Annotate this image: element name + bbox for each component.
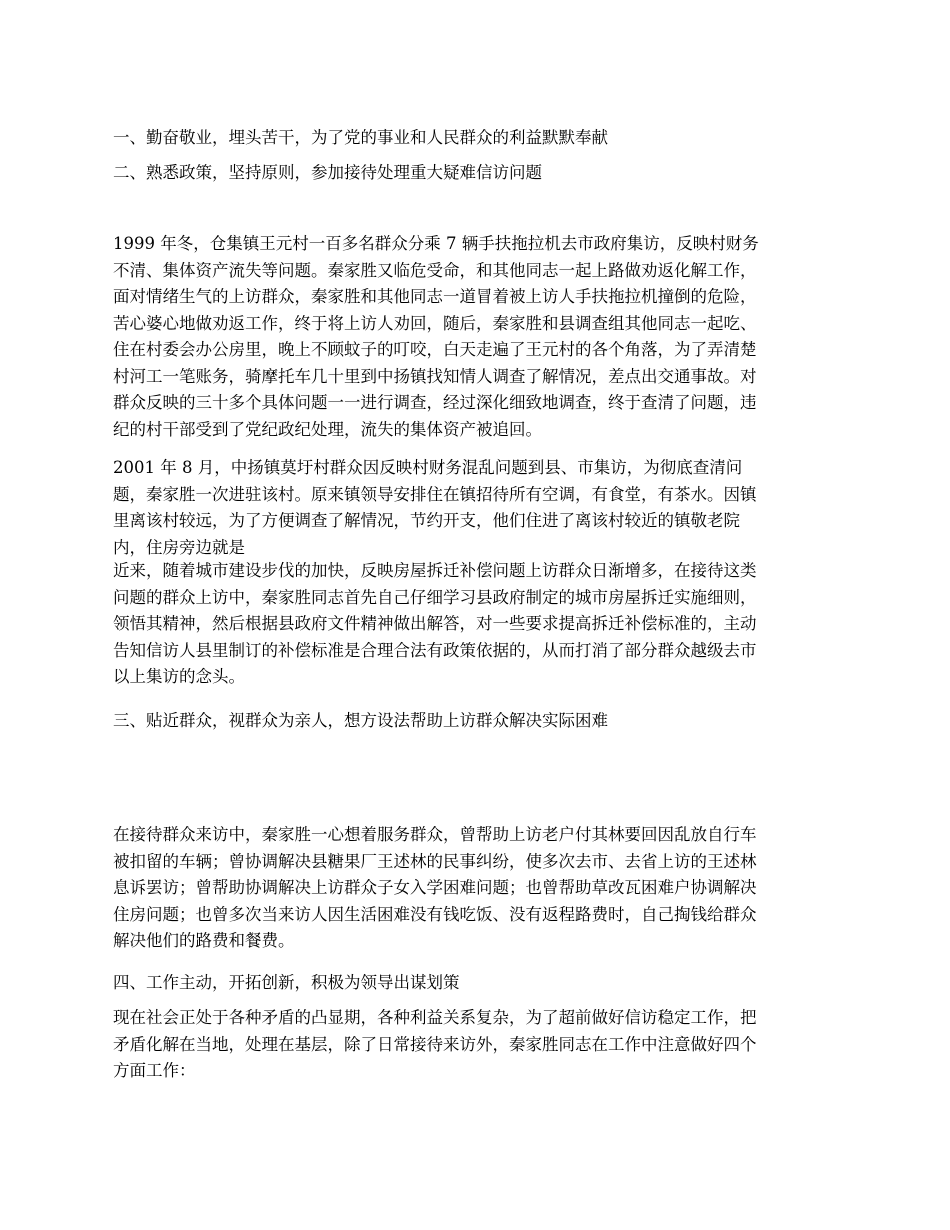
paragraph-1999-visit <box>113 231 843 443</box>
text-line: 方面工作： <box>113 1061 196 1080</box>
text-line: 息诉罢访；曾帮助协调解决上访群众子女入学困难问题；也曾帮助草改瓦困难户协调解决 <box>113 878 757 897</box>
text-line: 住在村委会办公房里，晚上不顾蚊子的叮咬，白天走遍了王元村的各个角落，为了弄清楚 <box>113 340 757 359</box>
section-heading-1 <box>113 125 843 152</box>
text-line: 面对情绪生气的上访群众，秦家胜和其他同志一道冒着被上访人手扶拖拉机撞倒的危险， <box>113 287 757 306</box>
text-line: 纪的村干部受到了党纪政纪处理，流失的集体资产被追回。 <box>113 419 542 439</box>
text-line: 一、勤奋敬业，埋头苦干，为了党的事业和人民群众的利益默默奉献 <box>113 128 608 147</box>
text-line: 村河工一笔账务，骑摩托车几十里到中扬镇找知情人调查了解情况，差点出交通事故。对 <box>113 366 757 386</box>
section-heading-2 <box>113 160 843 187</box>
text-line: 群众反映的三十多个具体问题一一进行调查，经过深化细致地调查，终于查清了问题，违 <box>113 393 757 412</box>
text-line: 四、工作主动，开拓创新，积极为领导出谋划策 <box>113 973 460 992</box>
text-line: 苦心婆心地做劝返工作，终于将上访人劝回，随后，秦家胜和县调查组其他同志一起吃、 <box>113 313 757 333</box>
text-line: 住房问题；也曾多次当来访人因生活困难没有钱吃饭、没有返程路费时，自己掏钱给群众 <box>113 904 757 924</box>
text-line: 在接待群众来访中，秦家胜一心想着服务群众，曾帮助上访老户付其林要回因乱放自行车 <box>113 825 757 844</box>
text-line: 矛盾化解在当地，处理在基层，除了日常接待来访外，秦家胜同志在工作中注意做好四个 <box>113 1034 757 1054</box>
text-line: 解决他们的路费和餐费。 <box>113 931 295 950</box>
text-line: 以上集访的念头。 <box>113 667 245 686</box>
text-line: 领悟其精神，然后根据县政府文件精神做出解答，对一些要求提高拆迁补偿标准的，主动 <box>113 614 757 633</box>
paragraph-demolition <box>113 558 843 691</box>
text-line: 现在社会正处于各种矛盾的凸显期，各种利益关系复杂，为了超前做好信访稳定工作，把 <box>113 1008 757 1027</box>
section-heading-3 <box>113 708 843 735</box>
text-line: 里离该村较远，为了方便调查了解情况，节约开支，他们住进了离该村较近的镇敬老院 <box>113 511 740 530</box>
paragraph-2001-visit <box>113 455 843 561</box>
text-line: 近来，随着城市建设步伐的加快，反映房屋拆迁补偿问题上访群众日渐增多，在接待这类 <box>113 561 757 580</box>
text-line: 2001 年 8 月，中扬镇莫圩村群众因反映村财务混乱问题到县、市集访，为彻底查清问 <box>113 458 743 477</box>
text-line: 被扣留的车辆；曾协调解决县糖果厂王述林的民事纠纷，使多次去市、去省上访的王述林 <box>113 851 757 871</box>
text-line: 二、熟悉政策，坚持原则，参加接待处理重大疑难信访问题 <box>113 163 542 182</box>
text-line: 题，秦家胜一次进驻该村。原来镇领导安排住在镇招待所有空调，有食堂，有茶水。因镇 <box>113 484 757 504</box>
paragraph-reception <box>113 822 843 955</box>
text-line: 问题的群众上访中，秦家胜同志首先自己仔细学习县政府制定的城市房屋拆迁实施细则， <box>113 587 757 607</box>
paragraph-current-work <box>113 1005 843 1085</box>
text-line: 内，住房旁边就是 <box>113 537 245 557</box>
text-line: 不清、集体资产流失等问题。秦家胜又临危受命，和其他同志一起上路做劝返化解工作， <box>113 260 757 280</box>
text-line: 1999 年冬，仓集镇王元村一百多名群众分乘 7 辆手扶拖拉机去市政府集访，反映村财务 <box>113 234 759 253</box>
section-heading-4 <box>113 970 843 997</box>
text-line: 告知信访人县里制订的补偿标准是合理合法有政策依据的，从而打消了部分群众越级去市 <box>113 640 757 660</box>
text-line: 三、贴近群众，视群众为亲人，想方设法帮助上访群众解决实际困难 <box>113 711 608 730</box>
